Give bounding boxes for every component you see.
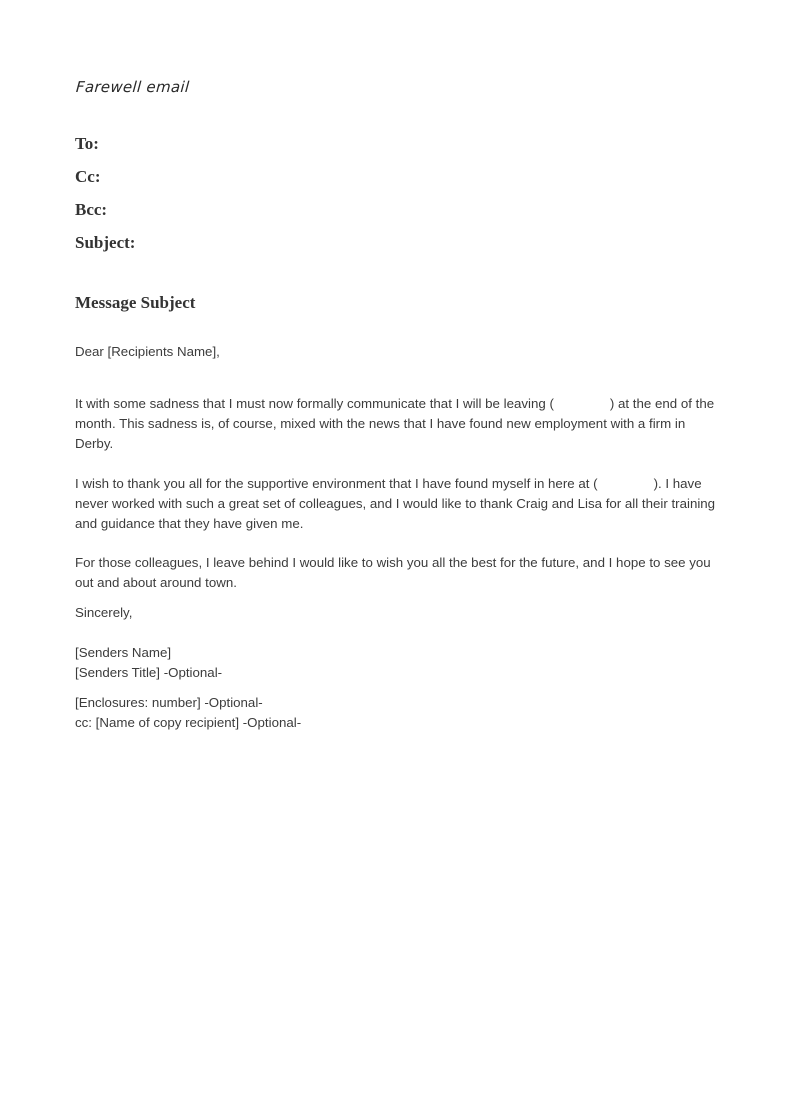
message-subject-heading: Message Subject bbox=[75, 293, 196, 312]
paragraph-1-part-1: It with some sadness that I must now formally communicate that I will be leaving ( bbox=[75, 396, 554, 411]
paragraph-1-part-2: ) at the end of the month. This sadness is, of course, mixed with the news that I have found new employment with a firm in Derby. bbox=[75, 396, 715, 451]
subject-label: Subject: bbox=[75, 233, 136, 252]
paragraph-1 bbox=[75, 394, 725, 454]
paragraph-2-part-2: ). I have never worked with such a great set of colleagues, and I would like to thank Craig and Lisa for all their training and guidance that they have given me. bbox=[75, 476, 716, 531]
paragraph-2-part-1: I wish to thank you all for the supportive environment that I have found myself in here at ( bbox=[75, 476, 598, 491]
paragraph-2 bbox=[75, 474, 725, 534]
paragraph-3 bbox=[75, 553, 725, 593]
document-title: Farewell email bbox=[75, 78, 191, 96]
to-label: To: bbox=[75, 134, 99, 153]
greeting: Dear [Recipients Name], bbox=[75, 344, 220, 359]
paragraph-3-text: For those colleagues, I leave behind I would like to wish you all the best for the future, and I hope to see you out and about around town. bbox=[75, 555, 711, 590]
sender-title: [Senders Title] -Optional- bbox=[75, 665, 223, 680]
enclosures-line: [Enclosures: number] -Optional- bbox=[75, 695, 263, 710]
sender-name: [Senders Name] bbox=[75, 645, 172, 660]
cc-line: cc: [Name of copy recipient] -Optional- bbox=[75, 715, 302, 730]
bcc-label: Bcc: bbox=[75, 200, 108, 219]
closing: Sincerely, bbox=[75, 605, 133, 620]
cc-label: Cc: bbox=[75, 167, 101, 186]
